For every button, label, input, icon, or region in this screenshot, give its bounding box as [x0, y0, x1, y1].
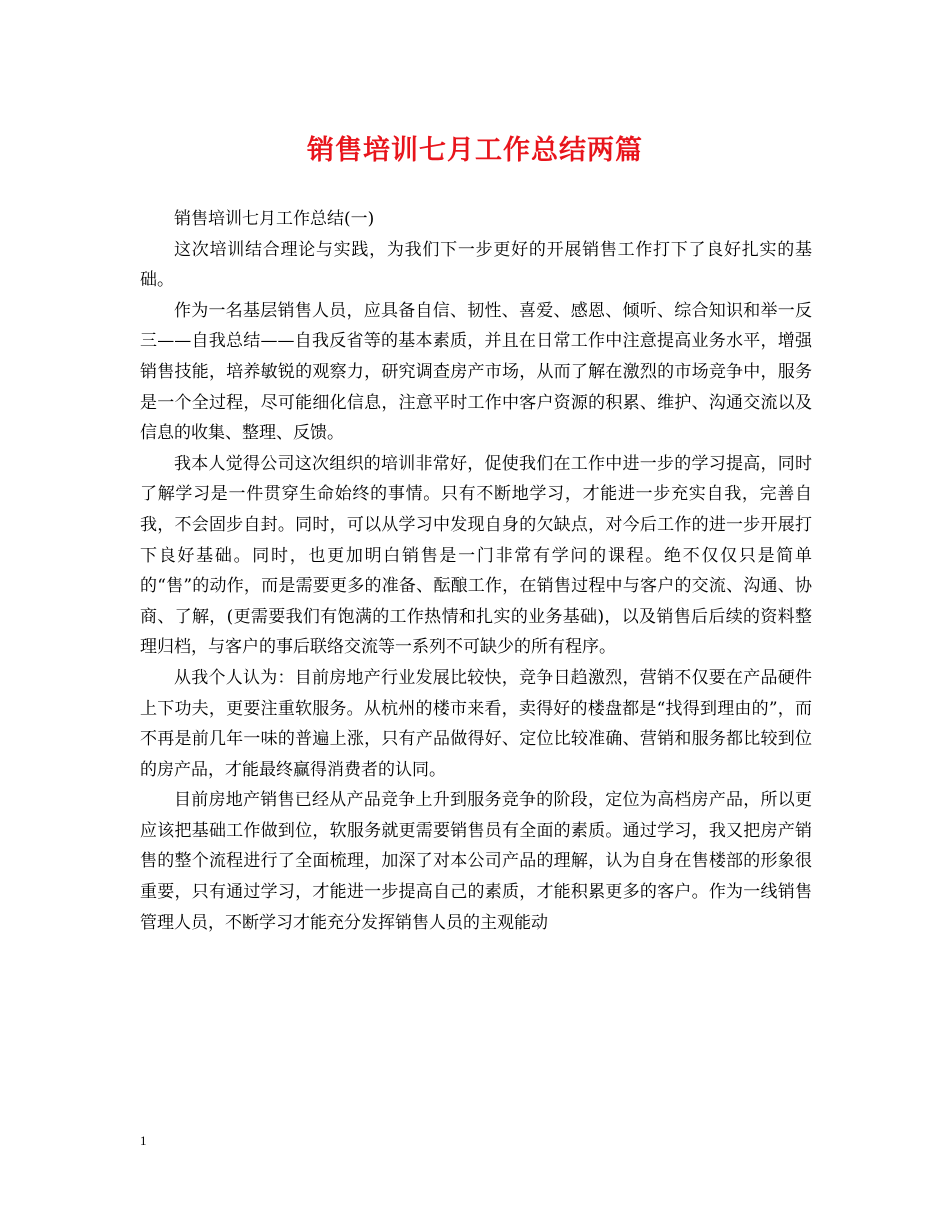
page-number: 1 — [140, 1133, 147, 1148]
section-heading: 销售培训七月工作总结(一) — [174, 209, 375, 229]
paragraph: 我本人觉得公司这次组织的培训非常好，促使我们在工作中进一步的学习提高，同时了解学习是一件贯穿生命始终的事情。只有不断地学习，才能进一步充实自我，完善自我，不会固步自封。同时，可以从学习中发现自身的欠缺点，对今后工作的进一步开展打下良好基础。同时，也更加明白销售是一门非常有学问的课程。绝不仅仅只是简单的“售”的动作，而是需要更多的准备、酝酿工作，在销售过程中与客户的交流、沟通、协商、了解，(更需要我们有饱满的工作热情和扎实的业务基础)，以及销售后后续的资料整理归档，与客户的事后联络交流等一系列不可缺少的所有程序。 — [140, 453, 812, 658]
document-title: 销售培训七月工作总结两篇 — [307, 135, 643, 166]
paragraph: 从我个人认为：目前房地产行业发展比较快，竞争日趋激烈，营销不仅要在产品硬件上下功夫，更要注重软服务。从杭州的楼市来看，卖得好的楼盘都是“找得到理由的”，而不再是前几年一味的普遍上涨，只有产品做得好、定位比较准确、营销和服务都比较到位的房产品，才能最终赢得消费者的认同。 — [140, 667, 812, 780]
paragraph: 目前房地产销售已经从产品竞争上升到服务竞争的阶段，定位为高档房产品，所以更应该把基础工作做到位，软服务就更需要销售员有全面的素质。通过学习，我又把房产销售的整个流程进行了全面梳理，加深了对本公司产品的理解，认为自身在售楼部的形象很重要，只有通过学习，才能进一步提高自己的素质，才能积累更多的客户。作为一线销售管理人员，不断学习才能充分发挥销售人员的主观能动 — [140, 790, 812, 933]
document-body — [140, 204, 812, 938]
paragraph: 作为一名基层销售人员，应具备自信、韧性、喜爱、感恩、倾听、综合知识和举一反三——自我总结——自我反省等的基本素质，并且在日常工作中注意提高业务水平，增强销售技能，培养敏锐的观察力，研究调查房产市场，从而了解在激烈的市场竞争中，服务是一个全过程，尽可能细化信息，注意平时工作中客户资源的积累、维护、沟通交流以及信息的收集、整理、反馈。 — [140, 300, 812, 444]
paragraph: 这次培训结合理论与实践，为我们下一步更好的开展销售工作打下了良好扎实的基础。 — [140, 239, 812, 291]
